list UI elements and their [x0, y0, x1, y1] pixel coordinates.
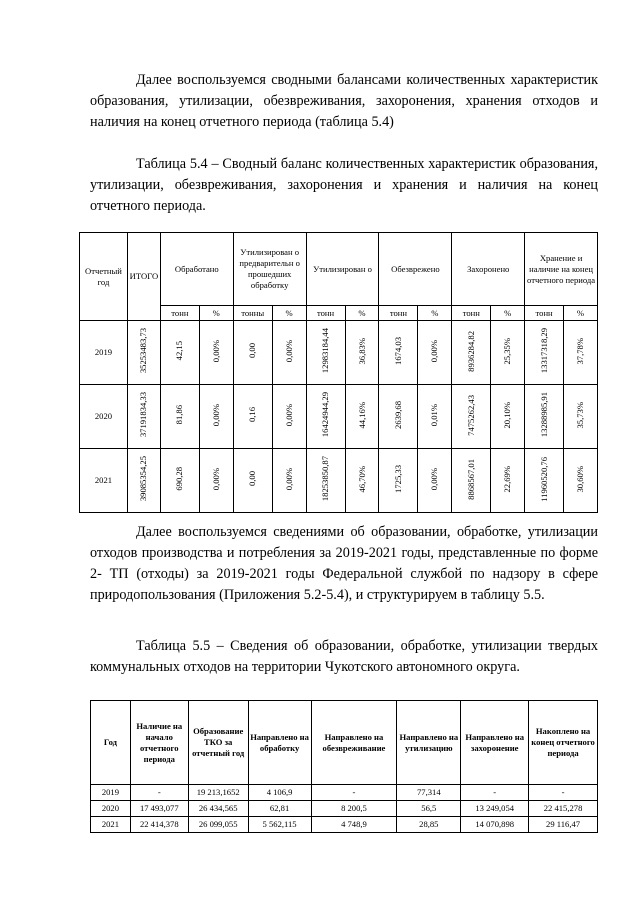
data-cell	[491, 385, 525, 449]
data-cell	[345, 321, 379, 385]
data-cell-text: 690,28	[174, 467, 185, 491]
data-cell-text: 18253850,87	[320, 456, 331, 502]
header-cell: Наличие на начало отчетного периода	[130, 701, 188, 785]
header-cell: Утилизирован о предварительн о прошедших обработку	[233, 233, 306, 306]
data-cell: 22 414,378	[130, 817, 188, 833]
data-cell	[525, 449, 564, 513]
unit-cell: тонн	[525, 306, 564, 321]
data-cell-text: 37,78%	[575, 337, 585, 365]
data-cell: -	[311, 785, 397, 801]
data-cell: 56,5	[397, 801, 461, 817]
data-cell-text: 0,00	[247, 343, 258, 359]
second-paragraph: Далее воспользуемся сведениями об образовании, обработке, утилизации отходов производства и потребления за 2019-2021 годы, представленные по форме 2- ТП (отходы) за 2019-2021 годы Федеральной службой по надзору в сфере природопользования (Приложения 5.2-5.4), и структурируем в таблицу 5.5.	[90, 524, 598, 603]
table-row	[80, 321, 598, 385]
data-cell-text: 39085354,25	[138, 456, 149, 502]
data-cell: 29 116,47	[529, 817, 598, 833]
header-cell: Направлено на обработку	[248, 701, 311, 785]
header-cell: Обезврежено	[379, 233, 452, 306]
data-cell-text: 0,00%	[283, 403, 294, 427]
data-cell	[452, 321, 491, 385]
data-cell	[345, 385, 379, 449]
data-cell	[306, 449, 345, 513]
year-cell: 2021	[80, 449, 128, 513]
data-cell	[199, 449, 233, 513]
data-cell-text: 42,15	[174, 341, 185, 361]
data-cell	[272, 449, 306, 513]
header-cell: Направлено на обезвреживание	[311, 701, 397, 785]
data-cell	[379, 321, 418, 385]
table-row	[91, 785, 598, 801]
data-cell	[306, 385, 345, 449]
data-cell-text: 2639,68	[392, 401, 403, 429]
data-cell-text: 1674,03	[392, 337, 403, 365]
data-cell	[491, 449, 525, 513]
data-cell-text: 0,00%	[283, 339, 294, 363]
data-cell-text: 20,10%	[502, 401, 513, 429]
header-cell: ИТОГО	[127, 233, 160, 321]
data-cell-text: 0,00%	[283, 467, 294, 491]
data-cell	[564, 449, 598, 513]
header-cell: Накоплено на конец отчетного периода	[529, 701, 598, 785]
data-cell-text: 1725,33	[392, 465, 403, 493]
data-cell: 4 106,9	[248, 785, 311, 801]
unit-cell: %	[418, 306, 452, 321]
data-cell-text: 81,86	[174, 405, 185, 425]
data-cell	[452, 385, 491, 449]
header-cell: Направлено на захоронение	[461, 701, 529, 785]
data-cell: 14 070,898	[461, 817, 529, 833]
data-cell: 28,85	[397, 817, 461, 833]
data-cell: 13 249,054	[461, 801, 529, 817]
unit-cell: тонн	[379, 306, 418, 321]
intro-paragraph: Далее воспользуемся сводными балансами количественных характеристик образования, утилизации, обезвреживания, захоронения, хранения отходов и наличия на конец отчетного периода (таблица 5.4)	[90, 72, 598, 130]
data-cell: 2021	[91, 817, 131, 833]
data-cell	[272, 385, 306, 449]
data-cell	[233, 449, 272, 513]
data-cell-text: 37191834,33	[138, 392, 149, 438]
data-cell	[233, 385, 272, 449]
data-cell: 22 415,278	[529, 801, 598, 817]
data-cell-text: 36,83%	[356, 337, 367, 365]
data-cell-text: 13288985,91	[538, 392, 549, 438]
data-cell: 8 200,5	[311, 801, 397, 817]
unit-cell: %	[199, 306, 233, 321]
data-cell	[379, 385, 418, 449]
data-cell: -	[130, 785, 188, 801]
data-cell: 77,314	[397, 785, 461, 801]
data-cell	[452, 449, 491, 513]
header-cell: Утилизирован о	[306, 233, 379, 306]
table-5-4	[79, 232, 598, 513]
data-cell: 26 099,055	[188, 817, 248, 833]
data-cell	[379, 449, 418, 513]
unit-cell: %	[491, 306, 525, 321]
data-cell	[418, 449, 452, 513]
data-cell	[127, 321, 160, 385]
data-cell-text: 35,73%	[575, 401, 585, 429]
data-cell-text: 11960520,76	[538, 456, 549, 502]
data-cell	[199, 321, 233, 385]
header-cell: Захоронено	[452, 233, 525, 306]
data-cell-text: 0,00%	[429, 467, 440, 491]
data-cell	[160, 385, 199, 449]
table-row	[80, 449, 598, 513]
data-cell	[306, 321, 345, 385]
data-cell-text: 8936284,82	[465, 330, 476, 372]
data-cell: 26 434,565	[188, 801, 248, 817]
table-row	[80, 385, 598, 449]
data-cell	[160, 321, 199, 385]
data-cell: 2020	[91, 801, 131, 817]
unit-cell: %	[345, 306, 379, 321]
header-cell: Отчетный год	[80, 233, 128, 321]
unit-cell: %	[564, 306, 598, 321]
data-cell-text: 12983184,44	[320, 328, 331, 374]
data-cell-text: 0,00%	[210, 339, 221, 363]
data-cell	[345, 449, 379, 513]
data-cell	[127, 385, 160, 449]
header-cell: Направлено на утилизацию	[397, 701, 461, 785]
data-cell-text: 0,00%	[210, 403, 221, 427]
data-cell-text: 22,69%	[502, 465, 513, 493]
data-cell-text: 35253483,73	[138, 328, 149, 374]
data-cell-text: 46,70%	[356, 465, 367, 493]
data-cell-text: 0,01%	[429, 403, 440, 427]
table-header-row	[80, 233, 598, 306]
data-cell-text: 0,16	[247, 407, 258, 423]
data-cell: 4 748,9	[311, 817, 397, 833]
unit-cell: тонн	[306, 306, 345, 321]
table-row	[91, 801, 598, 817]
data-cell	[525, 385, 564, 449]
data-cell-text: 44,16%	[356, 401, 367, 429]
data-cell: 17 493,077	[130, 801, 188, 817]
data-cell-text: 8868567,01	[465, 458, 476, 500]
unit-cell: %	[272, 306, 306, 321]
header-cell: Хранение и наличие на конец отчетного периода	[525, 233, 598, 306]
data-cell: -	[461, 785, 529, 801]
data-cell: 5 562,115	[248, 817, 311, 833]
data-cell	[127, 449, 160, 513]
table-row	[91, 817, 598, 833]
data-cell-text: 16424944,29	[320, 392, 331, 438]
data-cell-text: 0,00%	[210, 467, 221, 491]
data-cell	[233, 321, 272, 385]
table-5-5-caption: Таблица 5.5 – Сведения об образовании, обработке, утилизации твердых коммунальных отходов на территории Чукотского автономного округа.	[90, 638, 598, 675]
unit-cell: тонн	[160, 306, 199, 321]
data-cell-text: 30,60%	[575, 465, 585, 493]
year-cell: 2020	[80, 385, 128, 449]
table-5-4-caption: Таблица 5.4 – Сводный баланс количественных характеристик образования, утилизации, обезвреживания, захоронения и хранения и наличия на конец отчетного периода.	[90, 156, 598, 214]
table-5-5	[90, 700, 598, 833]
table-header-row	[91, 701, 598, 785]
data-cell	[564, 385, 598, 449]
data-cell	[272, 321, 306, 385]
data-cell: 19 213,1652	[188, 785, 248, 801]
data-cell: 62,81	[248, 801, 311, 817]
header-cell: Образование ТКО за отчетный год	[188, 701, 248, 785]
data-cell	[525, 321, 564, 385]
header-cell: Год	[91, 701, 131, 785]
data-cell-text: 0,00%	[429, 339, 440, 363]
unit-cell: тонны	[233, 306, 272, 321]
data-cell	[564, 321, 598, 385]
data-cell: -	[529, 785, 598, 801]
data-cell	[418, 321, 452, 385]
unit-cell: тонн	[452, 306, 491, 321]
data-cell: 2019	[91, 785, 131, 801]
data-cell	[160, 449, 199, 513]
header-cell: Обработано	[160, 233, 233, 306]
data-cell	[491, 321, 525, 385]
year-cell: 2019	[80, 321, 128, 385]
data-cell	[199, 385, 233, 449]
data-cell	[418, 385, 452, 449]
data-cell-text: 25,35%	[502, 337, 513, 365]
data-cell-text: 0,00	[247, 471, 258, 487]
data-cell-text: 13317318,29	[538, 328, 549, 374]
data-cell-text: 7475262,43	[465, 394, 476, 436]
